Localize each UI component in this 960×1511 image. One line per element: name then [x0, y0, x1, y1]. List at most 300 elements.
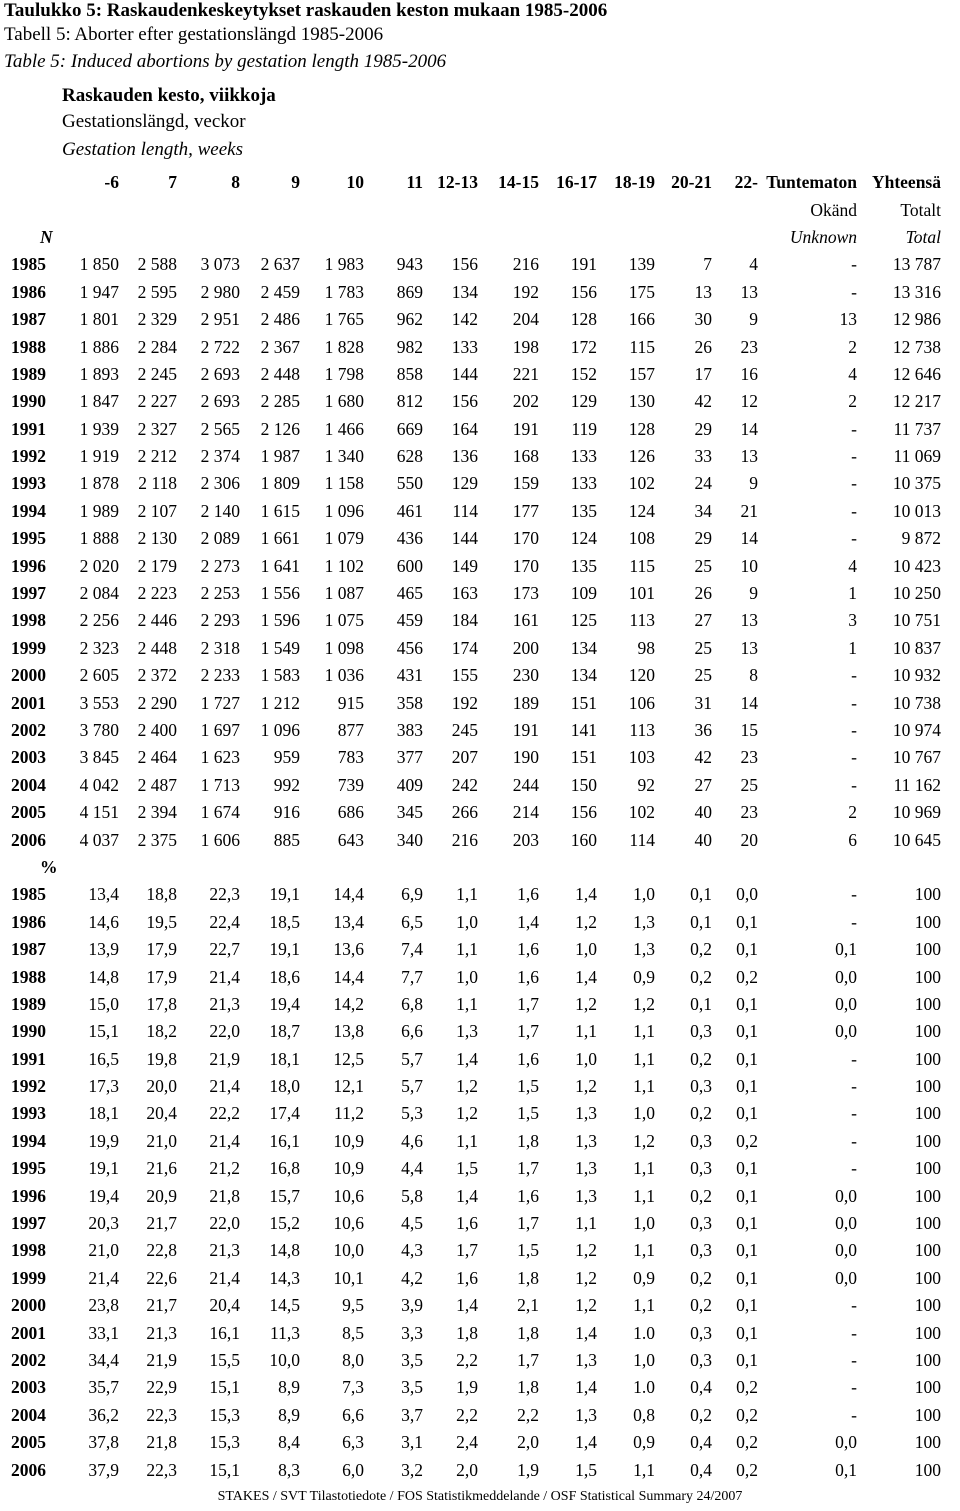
table-cell: 6,5	[401, 911, 423, 932]
empty-cell	[714, 224, 760, 251]
table-cell: 1.0	[633, 1377, 655, 1398]
table-cell: 22,3	[209, 884, 240, 905]
table-cell: -	[851, 1349, 857, 1370]
table-cell: 17,8	[146, 993, 177, 1014]
year-cell: 1994	[11, 1130, 46, 1151]
table-cell: 1,0	[633, 1103, 655, 1124]
table-cell: 10 645	[892, 829, 941, 850]
table-cell: 2 951	[200, 309, 240, 330]
column-subheader-sv-row	[0, 196, 943, 223]
table-cell: 1 987	[260, 446, 300, 467]
table-cell: 1,7	[517, 993, 539, 1014]
table-cell: 5,7	[401, 1048, 423, 1069]
table-cell: 10 013	[892, 500, 941, 521]
table-cell: 0,3	[690, 1240, 712, 1261]
table-cell: 0,9	[633, 966, 655, 987]
empty-cell	[366, 854, 425, 881]
table-cell: 100	[914, 1349, 941, 1370]
table-cell: -	[851, 1103, 857, 1124]
table-cell: 100	[914, 1158, 941, 1179]
table-cell: 2 227	[137, 391, 177, 412]
table-cell: 1 983	[324, 254, 364, 275]
empty-cell	[242, 196, 302, 223]
table-cell: 36	[694, 720, 712, 740]
table-cell: 10 375	[892, 473, 941, 494]
table-row	[0, 1429, 943, 1456]
table-row	[0, 1347, 943, 1374]
table-cell: 2 980	[200, 281, 240, 302]
table-cell: 9	[749, 583, 758, 604]
table-cell: 21,4	[209, 966, 240, 987]
table-cell: 377	[396, 747, 423, 768]
table-cell: 1,5	[456, 1158, 478, 1179]
table-cell: 128	[628, 418, 655, 439]
table-cell: 21,4	[209, 1267, 240, 1288]
table-cell: 686	[337, 802, 364, 823]
empty-cell	[60, 224, 121, 251]
table-row	[0, 936, 943, 963]
table-cell: 10 969	[892, 802, 941, 823]
table-cell: 10 974	[892, 720, 941, 740]
table-cell: 10 751	[892, 610, 941, 631]
table-cell: 22,9	[146, 1377, 177, 1398]
table-cell: 166	[628, 309, 655, 330]
table-cell: 962	[396, 309, 423, 330]
table-cell: -	[851, 1130, 857, 1151]
table-cell: -	[851, 500, 857, 521]
table-cell: 1 878	[79, 473, 119, 494]
table-cell: 2 253	[200, 583, 240, 604]
table-cell: 1,1	[633, 1295, 655, 1316]
table-cell: 125	[570, 610, 597, 631]
table-cell: 266	[451, 802, 478, 823]
table-row	[0, 1018, 943, 1045]
empty-cell	[121, 196, 179, 223]
empty-cell	[425, 196, 480, 223]
table-cell: 0,3	[690, 1130, 712, 1151]
table-cell: 151	[570, 692, 597, 713]
abortions-table	[0, 169, 943, 1484]
year-cell: 1998	[11, 1240, 46, 1261]
empty-cell	[480, 224, 541, 251]
table-cell: 189	[512, 692, 539, 713]
table-cell: 2	[848, 391, 857, 412]
table-cell: 10 767	[892, 747, 941, 768]
table-cell: 6,9	[401, 884, 423, 905]
table-cell: 21,9	[209, 1048, 240, 1069]
table-cell: -	[851, 1048, 857, 1069]
table-cell: 3,9	[401, 1295, 423, 1316]
table-cell: 14,8	[269, 1240, 300, 1261]
year-cell: 1993	[11, 1103, 46, 1124]
table-cell: 3 845	[79, 747, 119, 768]
empty-cell	[657, 854, 714, 881]
table-cell: 9,5	[342, 1295, 364, 1316]
table-cell: 2 273	[200, 555, 240, 576]
year-cell: 2003	[11, 747, 46, 768]
table-cell: 19,5	[146, 911, 177, 932]
table-cell: 2 293	[200, 610, 240, 631]
table-cell: 100	[914, 1267, 941, 1288]
table-cell: 1,4	[575, 884, 597, 905]
table-cell: 2 118	[138, 473, 177, 494]
table-cell: -	[851, 1322, 857, 1343]
table-cell: 216	[512, 254, 539, 275]
column-header: Yhteensä	[871, 172, 941, 193]
table-cell: 8,9	[278, 1404, 300, 1425]
column-header: 18-19	[614, 172, 655, 193]
table-cell: 15,1	[209, 1459, 240, 1480]
table-cell: 2,2	[456, 1404, 478, 1425]
table-cell: 916	[273, 802, 300, 823]
table-cell: 1 096	[324, 500, 364, 521]
table-cell: 2 233	[200, 665, 240, 686]
table-cell: 191	[512, 720, 539, 740]
table-cell: 1 596	[260, 610, 300, 631]
table-cell: 101	[628, 583, 655, 604]
table-cell: 1,1	[456, 1130, 478, 1151]
table-title-fi: Taulukko 5: Raskaudenkeskeytykset raskauden keston mukaan 1985-2006	[4, 0, 608, 21]
table-cell: 783	[337, 747, 364, 768]
table-cell: 2 318	[200, 637, 240, 658]
table-cell: 0,1	[736, 1185, 758, 1206]
table-cell: 1,1	[633, 1158, 655, 1179]
table-row	[0, 1237, 943, 1264]
table-cell: -	[851, 1076, 857, 1097]
table-cell: 144	[451, 528, 478, 549]
table-cell: -	[851, 665, 857, 686]
table-cell: 10,6	[333, 1185, 364, 1206]
table-cell: 33	[694, 446, 712, 467]
table-cell: 3,5	[401, 1377, 423, 1398]
table-cell: 2 693	[200, 363, 240, 384]
table-cell: 1,2	[456, 1103, 478, 1124]
table-cell: 11 162	[893, 774, 941, 795]
table-cell: 202	[512, 391, 539, 412]
table-cell: 100	[914, 1130, 941, 1151]
table-cell: 21,0	[88, 1240, 119, 1261]
table-cell: 15,3	[209, 1432, 240, 1453]
table-cell: 669	[396, 418, 423, 439]
table-cell: 9 872	[901, 528, 941, 549]
table-cell: 13 316	[892, 281, 941, 302]
table-cell: 159	[512, 473, 539, 494]
table-cell: 0,3	[690, 1349, 712, 1370]
table-cell: 98	[637, 637, 655, 658]
table-cell: 0,1	[736, 939, 758, 960]
table-cell: 0,0	[835, 1432, 857, 1453]
table-cell: 3,5	[401, 1349, 423, 1370]
table-row	[0, 744, 943, 771]
table-cell: 156	[570, 802, 597, 823]
table-cell: 126	[628, 446, 655, 467]
table-cell: 10 250	[892, 583, 941, 604]
table-cell: 0,3	[690, 1076, 712, 1097]
table-cell: 0,2	[690, 1267, 712, 1288]
table-cell: 0,1	[736, 1048, 758, 1069]
table-cell: 0,3	[690, 1021, 712, 1042]
table-cell: 2,4	[456, 1432, 478, 1453]
table-cell: 40	[694, 802, 712, 823]
table-cell: 100	[914, 1322, 941, 1343]
table-row	[0, 909, 943, 936]
table-cell: 1 893	[79, 363, 119, 384]
table-row	[0, 1155, 943, 1182]
table-cell: 4,3	[401, 1240, 423, 1261]
table-cell: 2 394	[137, 802, 177, 823]
year-cell: 2001	[11, 1322, 46, 1343]
table-cell: 3 073	[200, 254, 240, 275]
table-cell: 21,8	[209, 1185, 240, 1206]
table-cell: 1,1	[456, 939, 478, 960]
year-cell: 2006	[11, 1459, 46, 1480]
table-cell: 8,4	[278, 1432, 300, 1453]
table-cell: 2	[848, 336, 857, 357]
table-cell: -	[851, 1158, 857, 1179]
table-cell: 1,1	[633, 1021, 655, 1042]
table-cell: 1,2	[575, 911, 597, 932]
table-cell: 20,4	[209, 1295, 240, 1316]
table-cell: 100	[914, 884, 941, 905]
table-cell: 156	[451, 254, 478, 275]
table-cell: 1 087	[324, 583, 364, 604]
table-cell: 115	[629, 336, 655, 357]
year-cell: 1988	[11, 336, 46, 357]
year-cell: 1989	[11, 993, 46, 1014]
year-cell: 1986	[11, 911, 46, 932]
table-cell: 0,0	[736, 884, 758, 905]
table-cell: 184	[451, 610, 478, 631]
table-cell: 151	[570, 747, 597, 768]
table-cell: 1 798	[324, 363, 364, 384]
table-cell: 14,4	[333, 884, 364, 905]
table-cell: 100	[914, 1213, 941, 1234]
table-cell: 0,4	[690, 1377, 712, 1398]
table-cell: 10,9	[333, 1158, 364, 1179]
table-cell: 21,3	[209, 993, 240, 1014]
table-cell: 25	[694, 637, 712, 658]
table-cell: 244	[512, 774, 539, 795]
table-cell: 358	[396, 692, 423, 713]
table-cell: 10,6	[333, 1213, 364, 1234]
table-cell: 21,4	[209, 1130, 240, 1151]
table-cell: 19,4	[88, 1185, 119, 1206]
table-cell: 3,3	[401, 1322, 423, 1343]
table-cell: 0,2	[690, 1103, 712, 1124]
table-cell: 1,2	[575, 993, 597, 1014]
column-header: 10	[346, 172, 364, 193]
table-cell: 35,7	[88, 1377, 119, 1398]
table-cell: 1 158	[324, 473, 364, 494]
table-cell: 168	[512, 446, 539, 467]
table-cell: 216	[451, 829, 478, 850]
empty-cell	[60, 196, 121, 223]
table-cell: 1 096	[260, 720, 300, 740]
table-cell: 812	[396, 391, 423, 412]
table-cell: 115	[629, 555, 655, 576]
table-cell: 14	[740, 528, 758, 549]
table-cell: 13	[839, 309, 857, 330]
column-header: 11	[406, 172, 423, 193]
table-cell: 12 738	[892, 336, 941, 357]
table-cell: 17,9	[146, 939, 177, 960]
table-cell: 1,4	[575, 1322, 597, 1343]
table-cell: -	[851, 446, 857, 467]
table-cell: 23,8	[88, 1295, 119, 1316]
table-cell: 2 285	[260, 391, 300, 412]
table-cell: 21,4	[88, 1267, 119, 1288]
table-cell: 242	[451, 774, 478, 795]
table-cell: 13	[740, 637, 758, 658]
table-cell: 100	[914, 1404, 941, 1425]
table-cell: 198	[512, 336, 539, 357]
table-cell: 1 075	[324, 610, 364, 631]
table-cell: 129	[451, 473, 478, 494]
table-cell: 1 615	[260, 500, 300, 521]
table-cell: 2 448	[260, 363, 300, 384]
table-cell: 0,2	[736, 1459, 758, 1480]
table-cell: 15,1	[88, 1021, 119, 1042]
table-cell: 92	[637, 774, 655, 795]
table-cell: 5,7	[401, 1076, 423, 1097]
table-cell: 109	[570, 583, 597, 604]
table-cell: 34	[694, 500, 712, 521]
column-header: 8	[231, 172, 240, 193]
empty-cell	[179, 854, 242, 881]
table-cell: 30	[694, 309, 712, 330]
table-row	[0, 826, 943, 853]
table-cell: 10,0	[269, 1349, 300, 1370]
table-cell: 2 107	[137, 500, 177, 521]
table-cell: 21	[740, 500, 758, 521]
table-cell: 139	[628, 254, 655, 275]
table-cell: 22,2	[209, 1103, 240, 1124]
table-cell: 114	[452, 500, 478, 521]
table-cell: 13,9	[88, 939, 119, 960]
table-cell: 1,5	[575, 1459, 597, 1480]
table-cell: 130	[628, 391, 655, 412]
table-cell: 22,4	[209, 911, 240, 932]
table-cell: 409	[396, 774, 423, 795]
table-cell: 1,0	[633, 884, 655, 905]
table-cell: 120	[628, 665, 655, 686]
table-cell: 1,3	[575, 1404, 597, 1425]
table-cell: 383	[396, 720, 423, 740]
table-cell: 177	[512, 500, 539, 521]
table-cell: 2 588	[137, 254, 177, 275]
table-cell: 1,1	[575, 1213, 597, 1234]
table-cell: 2 486	[260, 309, 300, 330]
table-cell: 0,2	[690, 1185, 712, 1206]
table-cell: 7,3	[342, 1377, 364, 1398]
page-footer: STAKES / SVT Tilastotiedote / FOS Statistikmeddelande / OSF Statistical Summary 24/2007	[217, 1489, 743, 1504]
table-cell: 5,8	[401, 1185, 423, 1206]
table-cell: 172	[570, 336, 597, 357]
table-cell: 7,4	[401, 939, 423, 960]
table-cell: 1,7	[517, 1158, 539, 1179]
table-cell: 114	[629, 829, 655, 850]
table-cell: 10 837	[892, 637, 941, 658]
column-subheader-total-sv: Totalt	[900, 199, 941, 220]
table-cell: 628	[396, 446, 423, 467]
table-cell: 1 809	[260, 473, 300, 494]
table-cell: 992	[273, 774, 300, 795]
table-row	[0, 388, 943, 415]
empty-cell	[242, 854, 302, 881]
table-cell: 29	[694, 418, 712, 439]
table-cell: 36,2	[88, 1404, 119, 1425]
table-cell: 1,6	[517, 1185, 539, 1206]
table-cell: 12 646	[892, 363, 941, 384]
table-row	[0, 306, 943, 333]
table-cell: 113	[629, 720, 655, 740]
table-cell: 20,3	[88, 1213, 119, 1234]
table-row	[0, 279, 943, 306]
table-cell: 0,1	[736, 1322, 758, 1343]
empty-cell	[480, 196, 541, 223]
table-cell: 3,7	[401, 1404, 423, 1425]
table-cell: 157	[628, 363, 655, 384]
table-cell: 869	[396, 281, 423, 302]
year-cell: 1988	[11, 966, 46, 987]
empty-cell	[366, 196, 425, 223]
column-header: 12-13	[437, 172, 478, 193]
table-cell: 15,7	[269, 1185, 300, 1206]
empty-cell	[121, 854, 179, 881]
table-cell: 0,1	[690, 884, 712, 905]
table-row	[0, 991, 943, 1018]
table-cell: 1,3	[575, 1185, 597, 1206]
year-cell: 1991	[11, 1048, 46, 1069]
table-cell: 2,0	[456, 1459, 478, 1480]
table-cell: -	[851, 418, 857, 439]
table-cell: 14,8	[88, 966, 119, 987]
year-cell: 1990	[11, 391, 46, 412]
table-cell: 3 780	[79, 720, 119, 740]
table-cell: 1,2	[633, 1130, 655, 1151]
table-cell: 1,1	[633, 1185, 655, 1206]
column-subheader-unknown-en: Unknown	[789, 226, 857, 247]
table-cell: 190	[512, 747, 539, 768]
table-cell: 13	[694, 281, 712, 302]
table-row	[0, 361, 943, 388]
table-cell: 21,2	[209, 1158, 240, 1179]
table-cell: 1,6	[456, 1267, 478, 1288]
table-row	[0, 1292, 943, 1319]
table-cell: 1 919	[79, 446, 119, 467]
table-cell: 1 102	[324, 555, 364, 576]
table-cell: 100	[914, 1240, 941, 1261]
table-cell: 12	[740, 391, 758, 412]
table-cell: 1,1	[633, 1240, 655, 1261]
table-cell: 1 939	[79, 418, 119, 439]
table-cell: 2 130	[137, 528, 177, 549]
table-cell: -	[851, 528, 857, 549]
table-row	[0, 1046, 943, 1073]
year-cell: 1996	[11, 555, 46, 576]
table-cell: 14	[740, 418, 758, 439]
table-cell: 0,1	[736, 1021, 758, 1042]
table-cell: 14,2	[333, 993, 364, 1014]
table-cell: 2 327	[137, 418, 177, 439]
table-cell: 459	[396, 610, 423, 631]
table-cell: 3 553	[79, 692, 119, 713]
table-cell: 4	[848, 363, 857, 384]
table-cell: 22,6	[146, 1267, 177, 1288]
table-cell: 1,8	[517, 1267, 539, 1288]
column-subheader-total-en: Total	[905, 226, 941, 247]
table-cell: 959	[273, 747, 300, 768]
